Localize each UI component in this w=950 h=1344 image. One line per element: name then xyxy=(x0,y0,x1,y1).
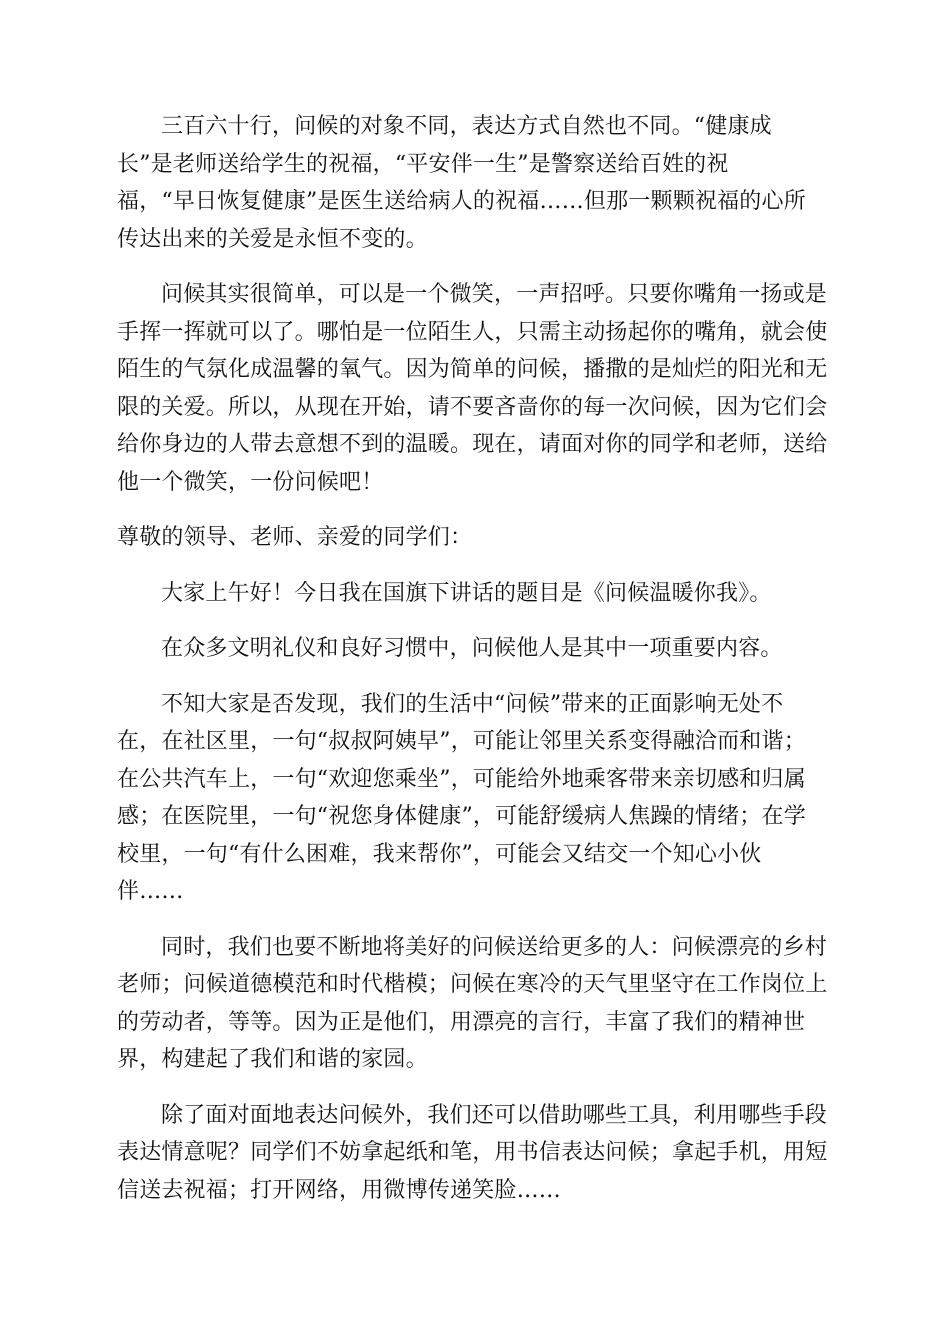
text-line: 信送去祝福；打开网络，用微博传递笑脸…… xyxy=(117,1177,562,1203)
text-line: 同时，我们也要不断地将美好的问候送给更多的人：问候漂亮的乡村 xyxy=(161,934,828,960)
text-line: 长”是老师送给学生的祝福，“平安伴一生”是警察送给百姓的祝 xyxy=(117,151,729,177)
text-line: 在公共汽车上，一句“欢迎您乘坐”，可能给外地乘客带来亲切感和归属 xyxy=(117,766,806,792)
text-line: 大家上午好！今日我在国旗下讲话的题目是《问候温暖你我》。 xyxy=(161,580,772,606)
text-line: 除了面对面地表达问候外，我们还可以借助哪些工具，利用哪些手段 xyxy=(161,1102,828,1128)
salutation xyxy=(117,519,835,557)
paragraph-greeting xyxy=(117,575,835,613)
paragraph-examples xyxy=(117,686,835,911)
text-line: 校里，一句“有什么困难，我来帮你”，可能会又结交一个知心小伙 xyxy=(117,841,762,867)
text-line: 伴…… xyxy=(117,879,184,904)
text-line: 尊敬的领导、老师、亲爱的同学们： xyxy=(117,525,473,550)
paragraph-tools xyxy=(117,1097,835,1210)
text-line: 限的关爱。所以，从现在开始，请不要吝啬你的每一次问候，因为它们会 xyxy=(117,394,828,420)
text-line: 传达出来的关爱是永恒不变的。 xyxy=(117,226,428,252)
document-page xyxy=(117,108,835,1227)
text-line: 陌生的气氛化成温馨的氧气。因为简单的问候，播撒的是灿烂的阳光和无 xyxy=(117,357,828,382)
text-line: 界，构建起了我们和谐的家园。 xyxy=(117,1047,428,1072)
text-line: 给你身边的人带去意想不到的温暖。现在，请面对你的同学和老师，送给 xyxy=(117,432,828,457)
paragraph-2 xyxy=(117,276,835,501)
paragraph-more-people xyxy=(117,929,835,1079)
paragraph-etiquette xyxy=(117,630,835,668)
text-line: 表达情意呢？同学们不妨拿起纸和笔，用书信表达问候；拿起手机，用短 xyxy=(117,1140,828,1165)
text-line: 感；在医院里，一句“祝您身体健康”，可能舒缓病人焦躁的情绪；在学 xyxy=(117,804,806,829)
text-line: 他一个微笑，一份问候吧！ xyxy=(117,469,384,495)
text-line: 不知大家是否发现，我们的生活中“问候”带来的正面影响无处不 xyxy=(161,691,784,717)
text-line: 三百六十行，问候的对象不同，表达方式自然也不同。“健康成 xyxy=(161,114,772,139)
text-line: 的劳动者，等等。因为正是他们，用漂亮的言行，丰富了我们的精神世 xyxy=(117,1009,806,1035)
paragraph-1 xyxy=(117,108,835,258)
text-line: 问候其实很简单，可以是一个微笑，一声招呼。只要你嘴角一扬或是 xyxy=(161,282,828,307)
text-line: 在，在社区里，一句“叔叔阿姨早”，可能让邻里关系变得融洽而和谐； xyxy=(117,729,806,754)
text-line: 在众多文明礼仪和良好习惯中，问候他人是其中一项重要内容。 xyxy=(161,636,783,661)
text-line: 手挥一挥就可以了。哪怕是一位陌生人，只需主动扬起你的嘴角，就会使 xyxy=(117,319,828,345)
text-line: 老师；问候道德模范和时代楷模；问候在寒冷的天气里坚守在工作岗位上 xyxy=(117,972,828,997)
text-line: 福，“早日恢复健康”是医生送给病人的祝福……但那一颗颗祝福的心所 xyxy=(117,189,806,214)
